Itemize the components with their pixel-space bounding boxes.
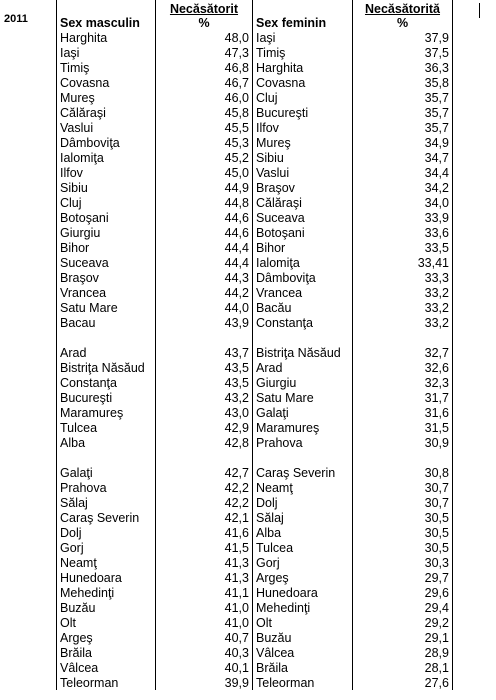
table-row: [57, 510, 453, 525]
male-county-cell: Buzău: [57, 600, 156, 615]
female-county-cell: Maramureş: [253, 420, 353, 435]
table-row: [57, 45, 453, 60]
table-row: [57, 210, 453, 225]
female-county-cell: Harghita: [253, 60, 353, 75]
male-county-cell: Vâlcea: [57, 660, 156, 675]
marital-status-table: [56, 0, 453, 690]
female-county-cell: Braşov: [253, 180, 353, 195]
male-percent-cell: 45,5: [156, 120, 253, 135]
female-percent-cell: 29,2: [353, 615, 453, 630]
table-row: [57, 480, 453, 495]
male-percent-cell: 45,2: [156, 150, 253, 165]
male-county-cell: Teleorman: [57, 675, 156, 690]
female-percent-cell: 33,2: [353, 285, 453, 300]
female-county-cell: Olt: [253, 615, 353, 630]
table-row: [57, 360, 453, 375]
table-row: [57, 180, 453, 195]
table-row: [57, 495, 453, 510]
table-row: [57, 570, 453, 585]
female-percent-cell: 33,5: [353, 240, 453, 255]
female-percent-cell: 31,6: [353, 405, 453, 420]
female-percent-header: Necăsătorită %: [353, 0, 453, 30]
female-county-cell: Covasna: [253, 75, 353, 90]
female-percent-cell: 31,5: [353, 420, 453, 435]
table-row: [57, 375, 453, 390]
female-county-cell: Ialomiţa: [253, 255, 353, 270]
male-county-cell: Bihor: [57, 240, 156, 255]
female-county-cell: Vrancea: [253, 285, 353, 300]
male-percent-cell: 41,0: [156, 600, 253, 615]
female-percent-cell: 33,2: [353, 300, 453, 315]
male-percent-cell: 46,8: [156, 60, 253, 75]
male-percent-cell: 43,9: [156, 315, 253, 330]
female-county-cell: Dolj: [253, 495, 353, 510]
male-percent-cell: 47,3: [156, 45, 253, 60]
female-percent-cell: 29,7: [353, 570, 453, 585]
table-row: [57, 30, 453, 45]
female-percent-cell: 37,5: [353, 45, 453, 60]
male-percent-cell: 40,3: [156, 645, 253, 660]
female-percent-cell: 32,6: [353, 360, 453, 375]
female-percent-cell: 35,7: [353, 120, 453, 135]
male-county-cell: Vaslui: [57, 120, 156, 135]
female-percent-cell: 29,4: [353, 600, 453, 615]
female-county-cell: Arad: [253, 360, 353, 375]
female-county-cell: Vaslui: [253, 165, 353, 180]
female-county-cell: Tulcea: [253, 540, 353, 555]
male-percent-cell: 44,3: [156, 270, 253, 285]
female-percent-cell: 30,5: [353, 525, 453, 540]
female-county-cell: Gorj: [253, 555, 353, 570]
female-percent-cell: 30,5: [353, 510, 453, 525]
table-row: [57, 270, 453, 285]
male-county-cell: Harghita: [57, 30, 156, 45]
table-row: [57, 330, 453, 360]
male-percent-cell: 44,9: [156, 180, 253, 195]
table-row: [57, 405, 453, 420]
female-county-cell: Satu Mare: [253, 390, 353, 405]
male-percent-cell: 45,3: [156, 135, 253, 150]
table-row: [57, 165, 453, 180]
female-percent-cell: 36,3: [353, 60, 453, 75]
male-county-cell: Neamţ: [57, 555, 156, 570]
male-county-cell: Dolj: [57, 525, 156, 540]
table-row: [57, 240, 453, 255]
female-county-cell: Brăila: [253, 660, 353, 675]
table-row: [57, 225, 453, 240]
female-column-header: Sex feminin: [253, 0, 353, 30]
female-percent-cell: 31,7: [353, 390, 453, 405]
male-county-cell: Hunedoara: [57, 570, 156, 585]
male-percent-header: Necăsătorit %: [156, 0, 253, 30]
male-county-cell: Ilfov: [57, 165, 156, 180]
male-county-cell: Constanţa: [57, 375, 156, 390]
header-row: [57, 0, 453, 30]
female-county-cell: Bistriţa Năsăud: [253, 330, 353, 360]
male-county-cell: Sibiu: [57, 180, 156, 195]
male-percent-cell: 40,1: [156, 660, 253, 675]
table-row: [57, 105, 453, 120]
female-percent-cell: 33,2: [353, 315, 453, 330]
male-percent-cell: 41,1: [156, 585, 253, 600]
female-percent-cell: 30,5: [353, 540, 453, 555]
female-percent-cell: 30,9: [353, 435, 453, 450]
female-county-cell: Bacău: [253, 300, 353, 315]
male-percent-cell: 41,6: [156, 525, 253, 540]
table-row: [57, 555, 453, 570]
female-county-cell: Vâlcea: [253, 645, 353, 660]
female-percent-cell: 29,6: [353, 585, 453, 600]
male-percent-cell: 46,7: [156, 75, 253, 90]
table-row: [57, 75, 453, 90]
male-county-cell: Suceava: [57, 255, 156, 270]
female-percent-cell: 28,1: [353, 660, 453, 675]
male-county-cell: Ialomiţa: [57, 150, 156, 165]
table-row: [57, 450, 453, 480]
male-column-header: Sex masculin: [57, 0, 156, 30]
text-cursor: [479, 3, 480, 18]
table-row: [57, 315, 453, 330]
table-row: [57, 150, 453, 165]
female-percent-cell: 33,9: [353, 210, 453, 225]
table-row: [57, 285, 453, 300]
table-row: [57, 120, 453, 135]
female-percent-cell: 34,4: [353, 165, 453, 180]
male-percent-cell: 44,6: [156, 225, 253, 240]
male-percent-cell: 43,2: [156, 390, 253, 405]
female-percent-cell: 35,7: [353, 105, 453, 120]
female-percent-cell: 34,0: [353, 195, 453, 210]
male-percent-cell: 41,5: [156, 540, 253, 555]
table-row: [57, 675, 453, 690]
male-percent-cell: 44,6: [156, 210, 253, 225]
table-row: [57, 585, 453, 600]
male-percent-cell: 44,4: [156, 255, 253, 270]
male-percent-cell: 41,0: [156, 615, 253, 630]
female-county-cell: Bucureşti: [253, 105, 353, 120]
female-percent-cell: 30,8: [353, 450, 453, 480]
female-county-cell: Alba: [253, 525, 353, 540]
male-percent-cell: 42,7: [156, 450, 253, 480]
female-percent-cell: 28,9: [353, 645, 453, 660]
male-percent-cell: 45,0: [156, 165, 253, 180]
table-row: [57, 390, 453, 405]
female-percent-cell: 30,3: [353, 555, 453, 570]
female-county-cell: Galaţi: [253, 405, 353, 420]
year-label: 2011: [4, 13, 28, 25]
male-percent-cell: 42,9: [156, 420, 253, 435]
male-county-cell: Vrancea: [57, 285, 156, 300]
male-county-cell: Brăila: [57, 645, 156, 660]
table-row: [57, 420, 453, 435]
male-county-cell: Sălaj: [57, 495, 156, 510]
male-county-cell: Dâmboviţa: [57, 135, 156, 150]
female-percent-cell: 35,7: [353, 90, 453, 105]
table-row: [57, 435, 453, 450]
female-county-cell: Sălaj: [253, 510, 353, 525]
female-percent-cell: 33,3: [353, 270, 453, 285]
table-row: [57, 600, 453, 615]
female-percent-cell: 35,8: [353, 75, 453, 90]
male-county-cell: Cluj: [57, 195, 156, 210]
male-county-cell: Olt: [57, 615, 156, 630]
female-county-cell: Buzău: [253, 630, 353, 645]
female-county-cell: Sibiu: [253, 150, 353, 165]
male-county-cell: Giurgiu: [57, 225, 156, 240]
female-county-cell: Neamţ: [253, 480, 353, 495]
male-county-cell: Satu Mare: [57, 300, 156, 315]
female-percent-cell: 27,6: [353, 675, 453, 690]
male-percent-cell: 43,0: [156, 405, 253, 420]
male-county-cell: Botoşani: [57, 210, 156, 225]
table-body: [57, 30, 453, 690]
female-county-cell: Teleorman: [253, 675, 353, 690]
table-row: [57, 60, 453, 75]
female-percent-cell: 33,6: [353, 225, 453, 240]
table-row: [57, 540, 453, 555]
female-county-cell: Mureş: [253, 135, 353, 150]
male-percent-cell: 42,2: [156, 495, 253, 510]
male-percent-cell: 44,0: [156, 300, 253, 315]
female-county-cell: Suceava: [253, 210, 353, 225]
female-county-cell: Timiş: [253, 45, 353, 60]
female-percent-cell: 33,41: [353, 255, 453, 270]
female-percent-cell: 34,9: [353, 135, 453, 150]
male-percent-cell: 44,4: [156, 240, 253, 255]
male-county-cell: Braşov: [57, 270, 156, 285]
male-percent-cell: 43,5: [156, 375, 253, 390]
table-row: [57, 645, 453, 660]
female-county-cell: Giurgiu: [253, 375, 353, 390]
female-percent-cell: 34,7: [353, 150, 453, 165]
male-county-cell: Covasna: [57, 75, 156, 90]
female-county-cell: Ilfov: [253, 120, 353, 135]
female-county-cell: Călăraşi: [253, 195, 353, 210]
male-percent-cell: 46,0: [156, 90, 253, 105]
female-county-cell: Prahova: [253, 435, 353, 450]
male-percent-cell: 43,7: [156, 330, 253, 360]
male-percent-cell: 39,9: [156, 675, 253, 690]
female-county-cell: Iaşi: [253, 30, 353, 45]
female-county-cell: Botoşani: [253, 225, 353, 240]
table-row: [57, 660, 453, 675]
male-percent-cell: 42,1: [156, 510, 253, 525]
female-percent-cell: 30,7: [353, 495, 453, 510]
female-county-cell: Argeş: [253, 570, 353, 585]
male-county-cell: Argeş: [57, 630, 156, 645]
male-county-cell: Arad: [57, 330, 156, 360]
table-row: [57, 135, 453, 150]
male-county-cell: Caraş Severin: [57, 510, 156, 525]
table-row: [57, 255, 453, 270]
table-row: [57, 615, 453, 630]
male-county-cell: Iaşi: [57, 45, 156, 60]
table-row: [57, 630, 453, 645]
female-percent-cell: 32,7: [353, 330, 453, 360]
female-county-cell: Mehedinţi: [253, 600, 353, 615]
male-county-cell: Alba: [57, 435, 156, 450]
male-percent-cell: 40,7: [156, 630, 253, 645]
male-percent-cell: 48,0: [156, 30, 253, 45]
male-county-cell: Gorj: [57, 540, 156, 555]
male-percent-cell: 41,3: [156, 570, 253, 585]
male-county-cell: Galaţi: [57, 450, 156, 480]
male-county-cell: Timiş: [57, 60, 156, 75]
male-county-cell: Bacau: [57, 315, 156, 330]
table-row: [57, 195, 453, 210]
male-county-cell: Prahova: [57, 480, 156, 495]
male-county-cell: Călăraşi: [57, 105, 156, 120]
male-percent-cell: 43,5: [156, 360, 253, 375]
female-percent-cell: 37,9: [353, 30, 453, 45]
female-county-cell: Caraş Severin: [253, 450, 353, 480]
table-row: [57, 90, 453, 105]
male-percent-cell: 44,2: [156, 285, 253, 300]
female-county-cell: Cluj: [253, 90, 353, 105]
male-county-cell: Maramureş: [57, 405, 156, 420]
female-percent-cell: 29,1: [353, 630, 453, 645]
male-percent-cell: 44,8: [156, 195, 253, 210]
female-percent-cell: 32,3: [353, 375, 453, 390]
male-county-cell: Bistriţa Năsăud: [57, 360, 156, 375]
male-county-cell: Mehedinţi: [57, 585, 156, 600]
female-county-cell: Constanţa: [253, 315, 353, 330]
female-county-cell: Dâmboviţa: [253, 270, 353, 285]
female-percent-cell: 34,2: [353, 180, 453, 195]
female-percent-cell: 30,7: [353, 480, 453, 495]
male-county-cell: Tulcea: [57, 420, 156, 435]
table-row: [57, 300, 453, 315]
male-county-cell: Mureş: [57, 90, 156, 105]
male-percent-cell: 41,3: [156, 555, 253, 570]
male-county-cell: Bucureşti: [57, 390, 156, 405]
female-county-cell: Bihor: [253, 240, 353, 255]
table-row: [57, 525, 453, 540]
female-county-cell: Hunedoara: [253, 585, 353, 600]
male-percent-cell: 42,2: [156, 480, 253, 495]
male-percent-cell: 42,8: [156, 435, 253, 450]
male-percent-cell: 45,8: [156, 105, 253, 120]
